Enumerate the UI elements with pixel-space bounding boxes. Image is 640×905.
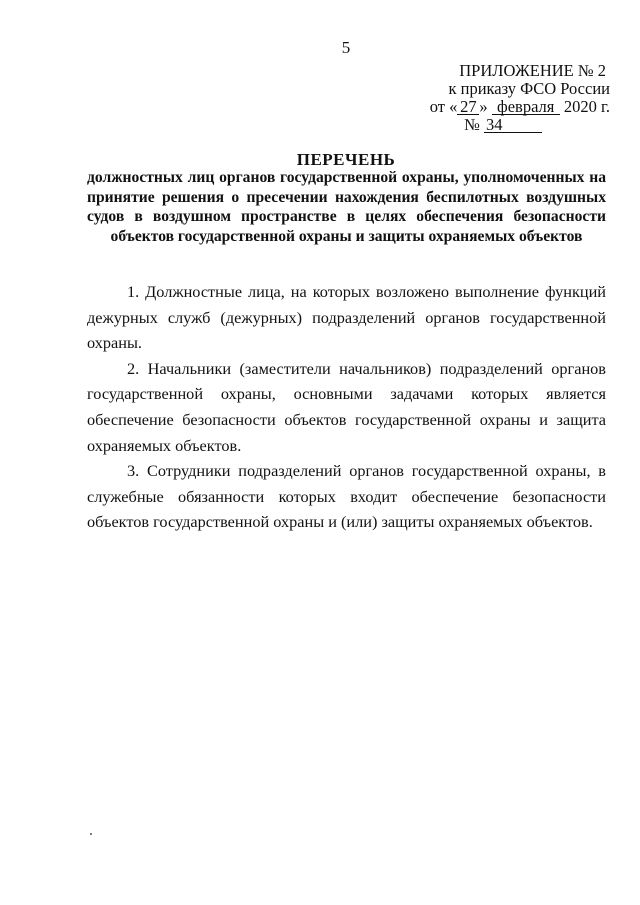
document-title: ПЕРЕЧЕНЬ <box>296 150 396 169</box>
list-item: 3. Сотрудники подразделений органов государственной охраны, в служебные обязанности которых входит обеспечение безопасности объектов государственной охраны и (или) защиты охраняемых объектов. <box>87 461 606 532</box>
list-item: 1. Должностные лица, на которых возложено выполнение функций дежурных служб (дежурных) подразделений органов государственной охраны. <box>87 282 606 353</box>
appendix-header <box>400 62 610 134</box>
document-subtitle: должностных лиц органов государственной охраны, уполномоченных на принятие решения о пресечении нахождения беспилотных воздушных судов в воздушном пространстве в целях обеспечения безопасности объектов государственной охраны и защиты охраняемых объектов <box>87 169 606 245</box>
number-value: 34 <box>484 117 542 133</box>
list-item: 2. Начальники (заместители начальников) подразделений органов государственной охраны, основными задачами которых является обеспечение безопасности объектов государственной охраны и защита охраняемых объектов. <box>87 358 606 455</box>
date-mid: » <box>479 97 488 116</box>
date-month: февраля <box>492 99 560 115</box>
page-number: 5 <box>341 38 351 57</box>
appendix-order-ref: к приказу ФСО России <box>448 79 610 98</box>
appendix-number <box>400 116 610 134</box>
date-day: 27 <box>457 99 479 115</box>
number-prefix: № <box>464 115 480 134</box>
date-prefix: от « <box>429 97 458 116</box>
appendix-title: ПРИЛОЖЕНИЕ № 2 <box>459 61 606 80</box>
scan-speck <box>90 833 92 835</box>
appendix-date <box>400 98 610 116</box>
document-body <box>87 279 606 535</box>
date-year: 2020 г. <box>563 97 610 116</box>
